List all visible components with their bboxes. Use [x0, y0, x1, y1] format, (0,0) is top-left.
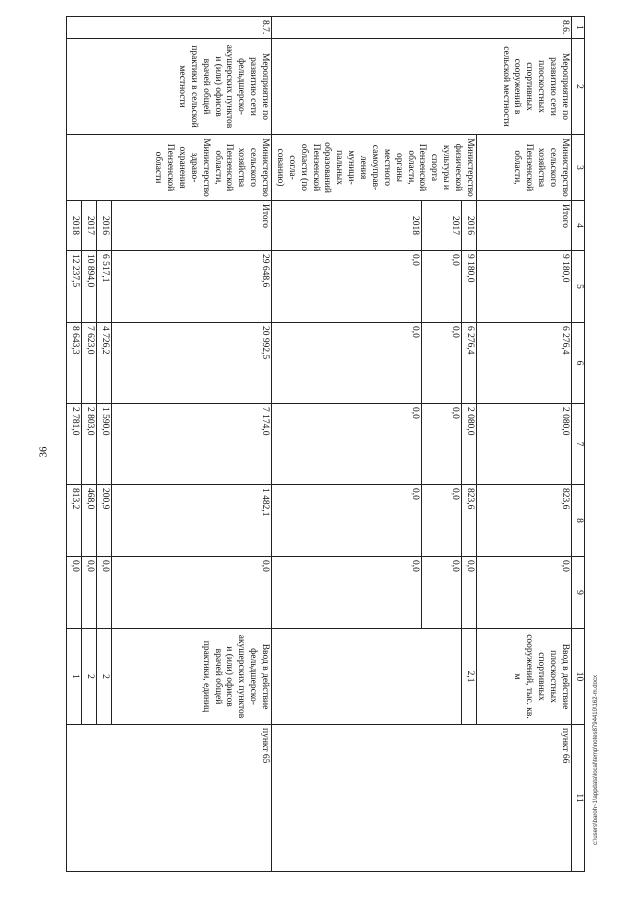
header-col-7: 7: [572, 404, 585, 485]
cell-value: 6 517,1: [97, 251, 112, 323]
cell-value: 4 726,2: [97, 323, 112, 404]
cell-value: 468,0: [82, 485, 97, 557]
cell-value: 1 590,0: [97, 404, 112, 485]
cell-value: 0,0: [82, 557, 97, 629]
measure-name: Мероприятие по развитию сети плоскостных спортивных сооружений в сельской местности: [272, 39, 572, 135]
cell-value: 0,0: [112, 557, 272, 629]
cell-value: 823,6: [462, 485, 477, 557]
header-row: [572, 17, 585, 872]
cell-value: [272, 629, 462, 725]
cell-value: 0,0: [422, 404, 462, 485]
year-label: 2017: [422, 201, 462, 251]
row-number: 8.6.: [272, 17, 572, 39]
cell-value: 0,0: [272, 557, 422, 629]
row-number: 8.7.: [67, 17, 272, 39]
program-table: [67, 16, 586, 872]
cell-value: 7 623,0: [82, 323, 97, 404]
program-point: пункт 65: [67, 725, 272, 872]
header-col-6: 6: [572, 323, 585, 404]
cell-value: 6 276,4: [477, 323, 572, 404]
cell-value: 200,9: [97, 485, 112, 557]
cell-value: 0,0: [422, 251, 462, 323]
cell-value: 12 237,5: [67, 251, 82, 323]
cell-value: 9 180,0: [462, 251, 477, 323]
table-row: [112, 17, 272, 872]
cell-value: 0,0: [462, 557, 477, 629]
header-col-2: 2: [572, 39, 585, 135]
page-number: 36: [37, 446, 50, 458]
table-row: [477, 17, 572, 872]
executor: Министерство сельского хозяйства Пензенской области,: [477, 135, 572, 201]
cell-value: 2 781,0: [67, 404, 82, 485]
cell-value: 823,6: [477, 485, 572, 557]
cell-value: 0,0: [422, 557, 462, 629]
cell-value: 6 276,4: [462, 323, 477, 404]
year-label: 2016: [462, 201, 477, 251]
indicator-name: Ввод в действие фельдшерско-акушерских пунктов и (или) офисов врачей общей практики, единиц: [112, 629, 272, 725]
header-col-5: 5: [572, 251, 585, 323]
cell-value: 0,0: [272, 404, 422, 485]
cell-value: 9 180,0: [477, 251, 572, 323]
rotated-table-container: [70, 16, 585, 871]
cell-value: 20 992,5: [112, 323, 272, 404]
header-col-9: 9: [572, 557, 585, 629]
cell-value: 0,0: [67, 557, 82, 629]
cell-value: 2 080,0: [462, 404, 477, 485]
cell-value: 0,0: [272, 323, 422, 404]
header-col-3: 3: [572, 135, 585, 201]
executor: Министерство физической культуры и спорта Пензенской области, органы местного самоуправ-ления муници-пальных образований Пензенской области (по согла-сованию): [272, 135, 477, 201]
measure-name: Мероприятие по развитию сети фельдшерско-акушерских пунктов и (или) офисов врачей общей практики в сельской местности: [67, 39, 272, 135]
cell-value: 1: [67, 629, 82, 725]
cell-value: 0,0: [272, 485, 422, 557]
cell-value: 1 482,1: [112, 485, 272, 557]
cell-value: 0,0: [422, 323, 462, 404]
cell-value: 7 174,0: [112, 404, 272, 485]
cell-value: 2: [97, 629, 112, 725]
period-label: Итого: [112, 201, 272, 251]
cell-value: 0,0: [477, 557, 572, 629]
cell-value: 29 648,6: [112, 251, 272, 323]
period-label: Итого: [477, 201, 572, 251]
cell-value: 2 080,0: [477, 404, 572, 485]
header-col-10: 10: [572, 629, 585, 725]
cell-value: 10 894,0: [82, 251, 97, 323]
footer-file-path: c:\users\baroh~1\appdata\local\temp\notes8794410\162-m.docx: [593, 675, 599, 845]
header-col-11: 11: [572, 725, 585, 872]
header-col-8: 8: [572, 485, 585, 557]
executor: Министерство сельского хозяйства Пензенской области, Министерство здраво-охранения Пензенской области: [67, 135, 272, 201]
cell-value: 0,0: [272, 251, 422, 323]
year-label: 2017: [82, 201, 97, 251]
header-col-1: 1: [572, 17, 585, 39]
cell-value: 2 803,0: [82, 404, 97, 485]
program-point: пункт 66: [272, 725, 572, 872]
cell-value: 2: [82, 629, 97, 725]
header-col-4: 4: [572, 201, 585, 251]
year-label: 2018: [67, 201, 82, 251]
cell-value: 8 643,3: [67, 323, 82, 404]
indicator-name: Ввод в действие плоскостных спортивных сооружений, тыс. кв. м: [477, 629, 572, 725]
cell-value: 0,0: [422, 485, 462, 557]
cell-value: 0,0: [97, 557, 112, 629]
year-label: 2018: [272, 201, 422, 251]
cell-value: 2,1: [462, 629, 477, 725]
year-label: 2016: [97, 201, 112, 251]
cell-value: 813,2: [67, 485, 82, 557]
